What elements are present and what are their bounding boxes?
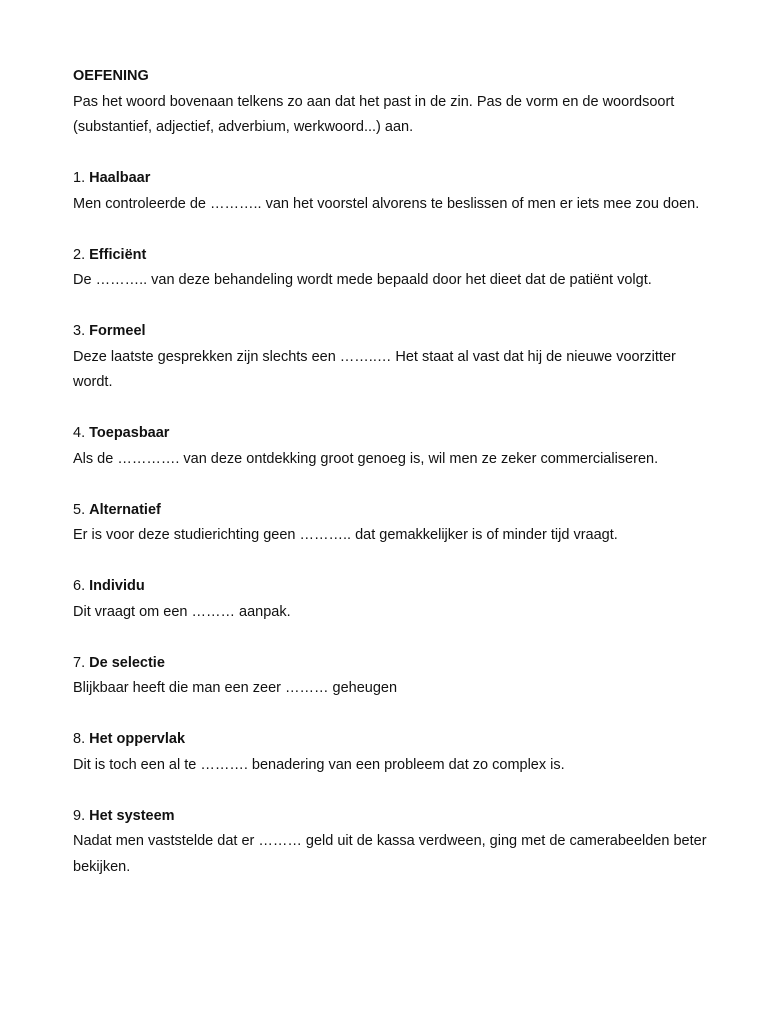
exercise-title bbox=[73, 574, 713, 600]
exercise-sentence: Deze laatste gesprekken zijn slechts een ……..… Het staat al vast dat hij de nieuwe voorzitter wordt. bbox=[73, 348, 676, 390]
exercise-keyword: Efficiënt bbox=[89, 246, 147, 263]
exercise-title bbox=[73, 651, 713, 677]
exercise-keyword: Het oppervlak bbox=[89, 731, 186, 747]
exercise-sentence: Dit vraagt om een ……… aanpak. bbox=[73, 603, 291, 620]
exercise-keyword: Toepasbaar bbox=[89, 425, 170, 441]
exercise-keyword: Haalbaar bbox=[89, 170, 151, 186]
exercise-item-7 bbox=[73, 651, 713, 702]
exercise-title bbox=[73, 498, 713, 524]
exercise-keyword: Alternatief bbox=[89, 501, 161, 518]
exercise-sentence: De ……….. van deze behandeling wordt mede bepaald door het dieet dat de patiënt volgt. bbox=[73, 272, 652, 288]
exercise-number: 7. bbox=[73, 654, 86, 671]
exercise-number: 2. bbox=[73, 246, 86, 263]
exercise-item-2 bbox=[73, 243, 713, 294]
exercise-sentence: Nadat men vaststelde dat er ……… geld uit de kassa verdween, ging met de camerabeelden beter bekijken. bbox=[73, 833, 707, 875]
exercise-item-9 bbox=[73, 804, 713, 881]
exercise-item-6 bbox=[73, 574, 713, 625]
exercise-sentence: Dit is toch een al te ………. benadering van een probleem dat zo complex is. bbox=[73, 756, 565, 773]
exercise-sentence: Als de …………. van deze ontdekking groot genoeg is, wil men ze zeker commercialiseren. bbox=[73, 450, 659, 467]
exercise-number: 6. bbox=[73, 578, 86, 594]
exercise-title bbox=[73, 421, 713, 447]
exercise-keyword: De selectie bbox=[89, 654, 165, 671]
exercise-item-4 bbox=[73, 421, 713, 472]
exercise-item-8 bbox=[73, 727, 713, 778]
exercise-title bbox=[73, 243, 713, 269]
exercise-title bbox=[73, 166, 713, 192]
exercise-number: 8. bbox=[73, 731, 86, 747]
exercise-number: 9. bbox=[73, 807, 86, 824]
exercise-instructions: Pas het woord bovenaan telkens zo aan dat het past in de zin. Pas de vorm en de woordsoort (substantief, adjectief, adverbium, werkwoord...) aan. bbox=[73, 93, 675, 135]
exercise-sentence: Er is voor deze studierichting geen ……….. dat gemakkelijker is of minder tijd vraagt. bbox=[73, 527, 618, 543]
exercise-keyword: Formeel bbox=[89, 323, 146, 339]
exercise-title bbox=[73, 727, 713, 753]
exercise-item-1 bbox=[73, 166, 713, 217]
exercise-sentence: Blijkbaar heeft die man een zeer ……… geheugen bbox=[73, 680, 398, 696]
exercise-title bbox=[73, 804, 713, 830]
exercise-keyword: Individu bbox=[89, 578, 145, 594]
exercise-number: 3. bbox=[73, 323, 86, 339]
exercise-heading: OEFENING bbox=[73, 68, 149, 84]
exercise-number: 4. bbox=[73, 425, 86, 441]
exercise-number: 1. bbox=[73, 170, 86, 186]
exercise-sentence: Men controleerde de ……….. van het voorstel alvorens te beslissen of men er iets mee zou doen. bbox=[73, 195, 700, 212]
exercise-item-5 bbox=[73, 498, 713, 549]
exercise-title bbox=[73, 319, 713, 345]
exercise-keyword: Het systeem bbox=[89, 807, 175, 824]
document-page bbox=[73, 64, 713, 906]
exercise-item-3 bbox=[73, 319, 713, 396]
exercise-number: 5. bbox=[73, 501, 86, 518]
